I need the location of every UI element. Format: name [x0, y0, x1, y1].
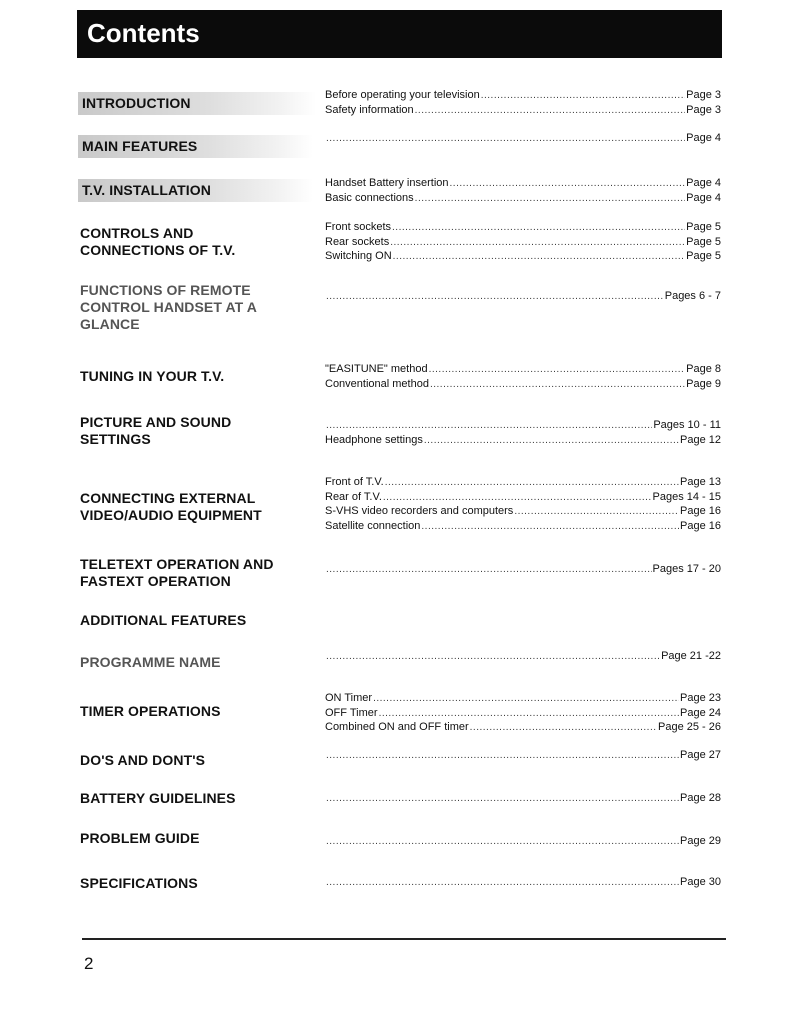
toc-entry-lines: [325, 362, 721, 391]
section-heading[interactable]: CONNECTING EXTERNAL VIDEO/AUDIO EQUIPMENT: [80, 490, 262, 523]
toc-line-label: Satellite connection: [325, 519, 421, 532]
toc-line-label: Headphone settings: [325, 433, 423, 446]
toc-page-ref: Page 3: [686, 103, 721, 116]
toc-entry-lines: [325, 649, 721, 664]
dot-leader: [379, 707, 679, 722]
toc-page-ref: Page 12: [680, 433, 721, 446]
toc-page-ref: Page 29: [680, 835, 721, 847]
section-heading[interactable]: DO'S AND DONT'S: [80, 752, 206, 768]
toc-line[interactable]: [325, 706, 721, 721]
toc-line[interactable]: [325, 834, 721, 849]
footer-divider: [82, 938, 726, 940]
toc-line[interactable]: [325, 875, 721, 890]
toc-line[interactable]: [325, 191, 721, 206]
dot-leader: [326, 419, 652, 434]
toc-line-label: Switching ON: [325, 250, 392, 262]
toc-page-ref: Page 27: [680, 749, 721, 761]
toc-entry-lines: [325, 220, 721, 264]
toc-line-label: Front sockets: [325, 221, 392, 233]
toc-page-ref: Page 4: [686, 177, 721, 189]
toc-entry-lines: [325, 691, 721, 735]
toc-entry-lines: [325, 289, 721, 304]
toc-page-ref: Page 4: [686, 191, 721, 204]
toc-line-label: Before operating your television: [325, 89, 480, 101]
section-heading[interactable]: T.V. INSTALLATION: [78, 179, 313, 202]
dot-leader: [481, 89, 685, 104]
toc-line[interactable]: [325, 362, 721, 377]
dot-leader: [326, 876, 679, 891]
toc-line[interactable]: [325, 176, 721, 191]
dot-leader: [514, 505, 679, 520]
toc-page-ref: Page 21 -22: [661, 650, 721, 662]
dot-leader: [430, 378, 685, 393]
toc-entry-lines: [325, 875, 721, 890]
toc-entry-lines: [325, 176, 721, 205]
section-heading[interactable]: FUNCTIONS OF REMOTE CONTROL HANDSET AT A GLANCE: [80, 282, 257, 332]
toc-line[interactable]: [325, 377, 721, 392]
toc-page-ref: Page 16: [680, 519, 721, 532]
dot-leader: [470, 721, 657, 736]
toc-line[interactable]: [325, 88, 721, 103]
toc-line[interactable]: [325, 418, 721, 433]
section-heading[interactable]: TIMER OPERATIONS: [80, 703, 221, 719]
toc-line[interactable]: [325, 519, 721, 534]
toc-line-label: Safety information: [325, 103, 414, 116]
toc-line[interactable]: [325, 649, 721, 664]
toc-entry-lines: [325, 131, 721, 146]
section-heading[interactable]: PROBLEM GUIDE: [80, 830, 200, 846]
dot-leader: [392, 221, 685, 236]
toc-page-ref: Pages 10 - 11: [653, 419, 721, 431]
toc-line[interactable]: [325, 691, 721, 706]
dot-leader: [326, 835, 679, 850]
toc-page-ref: Page 30: [680, 876, 721, 888]
dot-leader: [424, 434, 679, 449]
toc-line[interactable]: [325, 720, 721, 735]
section-heading[interactable]: CONTROLS AND CONNECTIONS OF T.V.: [80, 225, 236, 258]
toc-page-ref: Page 5: [686, 250, 721, 262]
toc-line[interactable]: [325, 220, 721, 235]
toc-line-label: OFF Timer: [325, 706, 378, 719]
section-heading[interactable]: PICTURE AND SOUND SETTINGS: [80, 414, 232, 447]
toc-page-ref: Page 16: [680, 505, 721, 517]
toc-page-ref: Page 5: [686, 221, 721, 233]
dot-leader: [450, 177, 686, 192]
toc-page-ref: Page 23: [680, 692, 721, 704]
toc-entry-lines: [325, 475, 721, 533]
toc-entry-lines: [325, 791, 721, 806]
dot-leader: [415, 192, 685, 207]
toc-line[interactable]: [325, 249, 721, 264]
toc-page-ref: Page 13: [680, 476, 721, 488]
toc-page-ref: Page 8: [686, 363, 721, 375]
toc-line-label: Rear of T.V.: [325, 490, 382, 503]
toc-line-label: Combined ON and OFF timer: [325, 721, 469, 733]
toc-line[interactable]: [325, 490, 721, 505]
toc-entry-lines: [325, 562, 721, 577]
dot-leader: [393, 250, 685, 265]
dot-leader: [421, 520, 679, 535]
dot-leader: [326, 290, 664, 305]
toc-page-ref: Page 4: [686, 132, 721, 144]
page-title: Contents: [87, 18, 200, 48]
page-number: 2: [84, 954, 94, 973]
toc-line-label: "EASITUNE" method: [325, 363, 428, 375]
toc-page-ref: Page 5: [686, 235, 721, 248]
toc-line-label: ON Timer: [325, 692, 373, 704]
toc-page-ref: Page 24: [680, 706, 721, 719]
section-heading[interactable]: TUNING IN YOUR T.V.: [80, 368, 225, 384]
toc-page-ref: Pages 17 - 20: [652, 563, 721, 575]
section-heading[interactable]: INTRODUCTION: [78, 92, 316, 115]
toc-line-label: Conventional method: [325, 377, 429, 390]
dot-leader: [373, 692, 679, 707]
toc-entry-lines: [325, 418, 721, 447]
toc-line-label: Front of T.V.: [325, 476, 384, 488]
section-heading[interactable]: TELETEXT OPERATION AND FASTEXT OPERATION: [80, 556, 274, 589]
toc-line[interactable]: [325, 131, 721, 146]
dot-leader: [326, 563, 652, 578]
toc-line[interactable]: [325, 235, 721, 250]
dot-leader: [385, 476, 679, 491]
dot-leader: [383, 491, 652, 506]
toc-line[interactable]: [325, 289, 721, 304]
toc-line[interactable]: [325, 791, 721, 806]
toc-page-ref: Page 3: [686, 89, 721, 101]
toc-line-label: S-VHS video recorders and computers: [325, 505, 514, 517]
toc-page-ref: Page 28: [680, 792, 721, 804]
toc-line[interactable]: [325, 475, 721, 490]
toc-page-ref: Page 9: [686, 377, 721, 390]
toc-line-label: Rear sockets: [325, 235, 390, 248]
toc-line[interactable]: [325, 504, 721, 519]
toc-line[interactable]: [325, 103, 721, 118]
toc-page-ref: Page 25 - 26: [658, 721, 721, 733]
dot-leader: [326, 650, 660, 665]
dot-leader: [415, 104, 685, 119]
toc-line[interactable]: [325, 433, 721, 448]
toc-entry-lines: [325, 88, 721, 117]
toc-line[interactable]: [325, 748, 721, 763]
toc-line[interactable]: [325, 562, 721, 577]
dot-leader: [326, 792, 679, 807]
dot-leader: [326, 132, 685, 147]
toc-page-ref: Pages 6 - 7: [664, 290, 721, 302]
toc-line-label: Handset Battery insertion: [325, 177, 449, 189]
section-heading[interactable]: MAIN FEATURES: [78, 135, 313, 158]
dot-leader: [326, 749, 679, 764]
toc-line-label: Basic connections: [325, 191, 414, 204]
toc-entry-lines: [325, 748, 721, 763]
section-heading[interactable]: BATTERY GUIDELINES: [80, 790, 236, 806]
dot-leader: [390, 236, 685, 251]
toc-entry-lines: [325, 834, 721, 849]
section-heading[interactable]: SPECIFICATIONS: [80, 875, 198, 891]
section-heading[interactable]: ADDITIONAL FEATURES: [80, 612, 247, 628]
section-heading[interactable]: PROGRAMME NAME: [80, 654, 221, 670]
dot-leader: [429, 363, 686, 378]
toc-page-ref: Pages 14 - 15: [652, 490, 721, 503]
